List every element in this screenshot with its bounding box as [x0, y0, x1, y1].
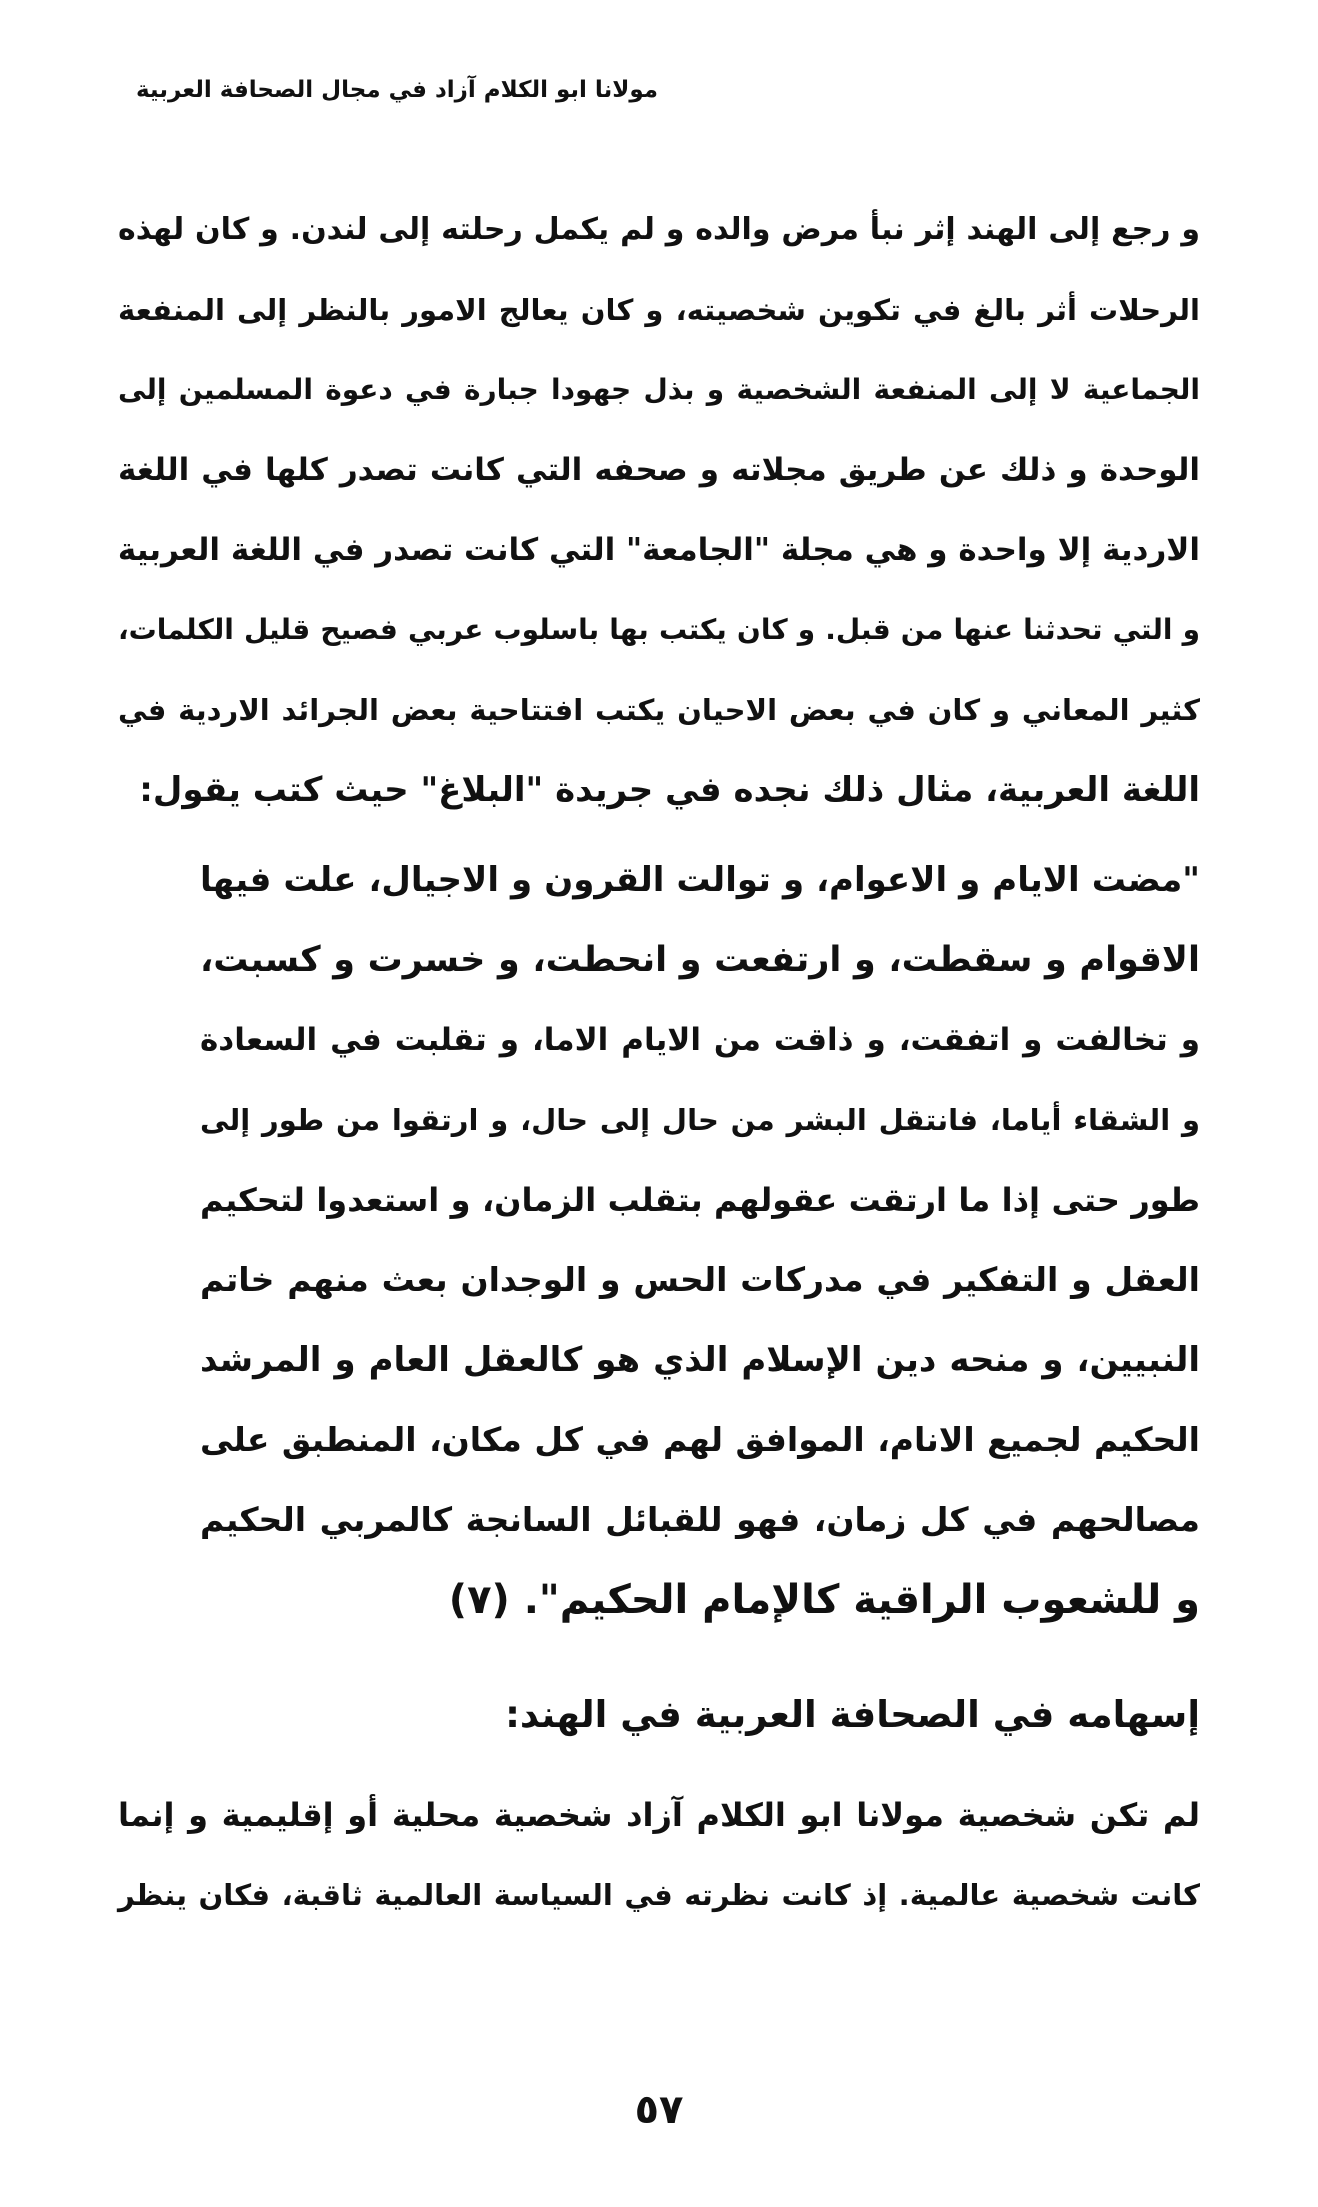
paragraph-line: كانت شخصية عالمية. إذ كانت نظرته في السياسة العالمية ثاقبة، فكان ينظر — [118, 1878, 1200, 1912]
running-header: مولانا ابو الكلام آزاد في مجال الصحافة العربية — [135, 77, 658, 103]
paragraph-line: الجماعية لا إلى المنفعة الشخصية و بذل جهودا جبارة في دعوة المسلمين إلى — [118, 373, 1200, 406]
page-number: ٥٧ — [634, 2087, 684, 2133]
paragraph-line: و التي تحدثنا عنها من قبل. و كان يكتب بها باسلوب عربي فصيح قليل الكلمات، — [118, 613, 1200, 646]
paragraph-line: اللغة العربية، مثال ذلك نجده في جريدة "البلاغ" حيث كتب يقول: — [139, 770, 1200, 810]
paragraph-line: كثير المعاني و كان في بعض الاحيان يكتب افتتاحية بعض الجرائد الاردية في — [118, 693, 1200, 727]
quote-line: الاقوام و سقطت، و ارتفعت و انحطت، و خسرت و كسبت، — [200, 940, 1200, 980]
quote-line: النبيين، و منحه دين الإسلام الذي هو كالعقل العام و المرشد — [200, 1340, 1200, 1380]
quote-line: الحكيم لجميع الانام، الموافق لهم في كل مكان، المنطبق على — [200, 1420, 1200, 1459]
quote-line: العقل و التفكير في مدركات الحس و الوجدان بعث منهم خاتم — [200, 1260, 1200, 1299]
paragraph-line: الرحلات أثر بالغ في تكوين شخصيته، و كان يعالج الامور بالنظر إلى المنفعة — [118, 293, 1200, 327]
quote-line: و تخالفت و اتفقت، و ذاقت من الايام الاما، و تقلبت في السعادة — [200, 1022, 1200, 1058]
quote-line: و الشقاء أياما، فانتقل البشر من حال إلى حال، و ارتقوا من طور إلى — [200, 1103, 1200, 1137]
quote-line: مصالحهم في كل زمان، فهو للقبائل السانجة كالمربي الحكيم — [200, 1500, 1200, 1539]
quote-line: طور حتى إذا ما ارتقت عقولهم بتقلب الزمان، و استعدوا لتحكيم — [200, 1181, 1200, 1219]
quote-line: "مضت الايام و الاعوام، و توالت القرون و الاجيال، علت فيها — [200, 860, 1200, 900]
paragraph-line: الاردية إلا واحدة و هي مجلة "الجامعة" التي كانت تصدر في اللغة العربية — [117, 532, 1200, 568]
paragraph-line: و رجع إلى الهند إثر نبأ مرض والده و لم يكمل رحلته إلى لندن. و كان لهذه — [118, 212, 1200, 247]
paragraph-line: الوحدة و ذلك عن طريق مجلاته و صحفه التي كانت تصدر كلها في اللغة — [118, 452, 1200, 488]
section-heading: إسهامه في الصحافة العربية في الهند: — [505, 1693, 1200, 1736]
quote-line: و للشعوب الراقية كالإمام الحكيم". (٧) — [448, 1577, 1200, 1623]
paragraph-line: لم تكن شخصية مولانا ابو الكلام آزاد شخصية محلية أو إقليمية و إنما — [118, 1796, 1200, 1834]
